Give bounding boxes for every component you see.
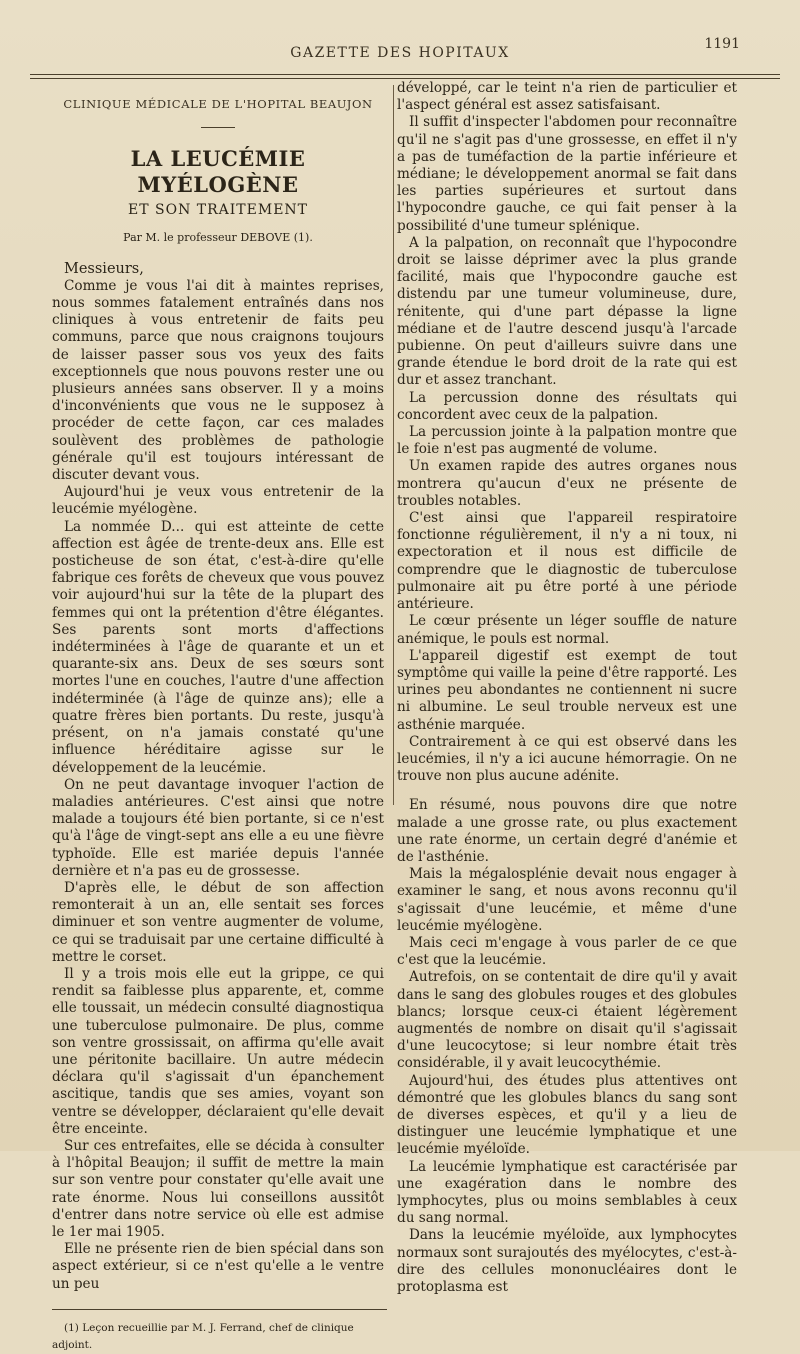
paragraph: La nommée D... qui est atteinte de cette affection est âgée de trente-deux ans. Elle est posticheuse de son état, c'est-à-dire qu'elle fabrique ces forêts de cheveux que vous pouvez voir aujourd'hui sur la tête de la plupart des femmes qui ont la prétention d'être élégantes. Ses parents sont morts d'affections indéterminées à l'âge de quarante et un et quarante-six ans. Deux de ses sœurs sont mortes l'une en couches, l'autre d'une affection indéterminée (à l'âge de quinze ans); elle a quatre frères bien portants. Du reste, jusqu'à présent, on n'a jamais constaté qu'une influence héréditaire agisse sur le développement de la leucémie. <box>52 518 384 776</box>
paragraph: Un examen rapide des autres organes nous montrera qu'aucun d'eux ne présente de troubles notables. <box>397 458 737 509</box>
right-column <box>397 80 737 1296</box>
article-subtitle: ET SON TRAITEMENT <box>128 202 308 219</box>
paragraph: Comme je vous l'ai dit à maintes reprises, nous sommes fatalement entraînés dans nos cliniques à vous entretenir de faits peu communs, parce que nous craignons toujours de laisser passer sous vos yeux des faits exceptionnels que nous pouvons rester une ou plusieurs années sans observer. Il y a moins d'inconvénients que vous ne le supposez à procéder de cette façon, car ces malades soulèvent des problèmes de pathologie générale qu'il est toujours intéressant de discuter devant vous. <box>52 277 384 484</box>
paragraph: C'est ainsi que l'appareil respiratoire fonctionne régulièrement, il n'y a ni toux, ni expectoration et il nous est difficile de comprendre que le diagnostic de tuberculose pulmonaire ait pu être porté à une période antérieure. <box>397 510 737 613</box>
paragraph: Mais ceci m'engage à vous parler de ce que c'est que la leucémie. <box>397 934 737 969</box>
article-title: LA LEUCÉMIE MYÉLOGÈNE <box>130 146 306 198</box>
paragraph: La leucémie lymphatique est caractérisée par une exagération dans le nombre des lymphocytes, plus ou moins semblables à ceux du sang normal. <box>397 1158 737 1227</box>
article-byline: Par M. le professeur DEBOVE (1). <box>123 231 313 245</box>
paragraph: D'après elle, le début de son affection remonterait à un an, elle sentait ses forces diminuer et son ventre augmenter de volume, ce qui se traduisait par une certaine difficulté à mettre le corset. <box>52 879 384 965</box>
salutation: Messieurs, <box>64 260 144 277</box>
paragraph: On ne peut davantage invoquer l'action de maladies antérieures. C'est ainsi que notre malade a toujours été bien portante, si ce n'est qu'à l'âge de vingt-sept ans elle a eu une fièvre typhoïde. Elle est mariée depuis l'année dernière et n'a pas eu de grossesse. <box>52 776 384 879</box>
column-divider <box>393 85 394 805</box>
footnote-rule <box>52 1309 387 1310</box>
footnote: (1) Leçon recueillie par M. J. Ferrand, chef de clinique adjoint. <box>52 1321 354 1351</box>
page-number: 1191 <box>704 36 740 52</box>
paragraph: Le cœur présente un léger souffle de nature anémique, le pouls est normal. <box>397 613 737 647</box>
paragraph: développé, car le teint n'a rien de particulier et l'aspect général est assez satisfaisant. <box>397 80 737 114</box>
left-column <box>52 92 384 1354</box>
paragraph: Elle ne présente rien de bien spécial dans son aspect extérieur, si ce n'est qu'elle a le ventre un peu <box>52 1241 384 1292</box>
title-rule <box>201 127 235 128</box>
paragraph: Il suffit d'inspecter l'abdomen pour reconnaître qu'il ne s'agit pas d'une grossesse, en effet il n'y a pas de tuméfaction de la partie inférieure et médiane; le développement anormal se fait dans les parties supérieures et surtout dans l'hypocondre gauche, ce qui fait penser à la possibilité d'une tumeur splénique. <box>397 114 737 234</box>
paragraph: Mais la mégalosplénie devait nous engager à examiner le sang, et nous avons reconnu qu'il s'agissait d'une leucémie, et même d'une leucémie myélogène. <box>397 866 737 934</box>
paragraph: La percussion donne des résultats qui concordent avec ceux de la palpation. <box>397 389 737 423</box>
paragraph: Sur ces entrefaites, elle se décida à consulter à l'hôpital Beaujon; il suffit de mettre la main sur son ventre pour constater qu'elle avait une rate énorme. Nous lui conseillons aussitôt d'entrer dans notre service où elle est admise le 1er mai 1905. <box>52 1137 384 1240</box>
paragraph: Contrairement à ce qui est observé dans les leucémies, il n'y a ici aucune hémorragie. On ne trouve non plus aucune adénite. <box>397 733 737 785</box>
paragraph: Aujourd'hui, des études plus attentives ont démontré que les globules blancs du sang sont de diverses espèces, et qu'il y a lieu de distinguer une leucémie lymphatique et une leucémie myéloïde. <box>397 1072 737 1158</box>
paragraph: Aujourd'hui je veux vous entretenir de la leucémie myélogène. <box>52 484 384 518</box>
paragraph: Dans la leucémie myéloïde, aux lymphocytes normaux sont surajoutés des myélocytes, c'est-à-dire des cellules mononucléaires dont le protoplasma est <box>397 1227 737 1296</box>
paragraph: En résumé, nous pouvons dire que notre malade a une grosse rate, ou plus exactement une rate énorme, un certain degré d'anémie et de l'asthénie. <box>397 797 737 865</box>
paragraph: Il y a trois mois elle eut la grippe, ce qui rendit sa faiblesse plus apparente, et, comme elle toussait, un médecin consulté diagnostiqua une tuberculose pulmonaire. De plus, comme son ventre grossissait, on affirma qu'elle avait une péritonite bacillaire. Un autre médecin déclara qu'il s'agissait d'un épanchement ascitique, tandis que ses amies, voyant son ventre se développer, déclaraient qu'elle devait être enceinte. <box>52 965 384 1137</box>
header-rule <box>30 74 780 75</box>
running-head: GAZETTE DES HOPITAUX <box>290 45 510 61</box>
section-label: CLINIQUE MÉDICALE DE L'HOPITAL BEAUJON <box>63 97 373 111</box>
header-rule-double <box>30 78 780 79</box>
paragraph: L'appareil digestif est exempt de tout symptôme qui vaille la peine d'être rapporté. Les urines peu abondantes ne contiennent ni sucre ni albumine. Le seul trouble nerveux est une asthénie marquée. <box>397 647 737 733</box>
paragraph: Autrefois, on se contentait de dire qu'il y avait dans le sang des globules rouges et des globules blancs; lorsque ceux-ci étaient légèrement augmentés de nombre on disait qu'il s'agissait d'une leucocytose; si leur nombre était très considérable, il y avait leucocythémie. <box>397 969 737 1072</box>
paragraph: La percussion jointe à la palpation montre que le foie n'est pas augmenté de volume. <box>397 424 737 458</box>
paragraph: A la palpation, on reconnaît que l'hypocondre droit se laisse déprimer avec la plus grande facilité, mais que l'hypocondre gauche est distendu par une tumeur volumineuse, dure, rénitente, qui d'une part dépasse la ligne médiane et de l'autre descend jusqu'à l'arcade pubienne. On peut d'ailleurs suivre dans une grande étendue le bord droit de la rate qui est dur et assez tranchant. <box>397 234 737 389</box>
